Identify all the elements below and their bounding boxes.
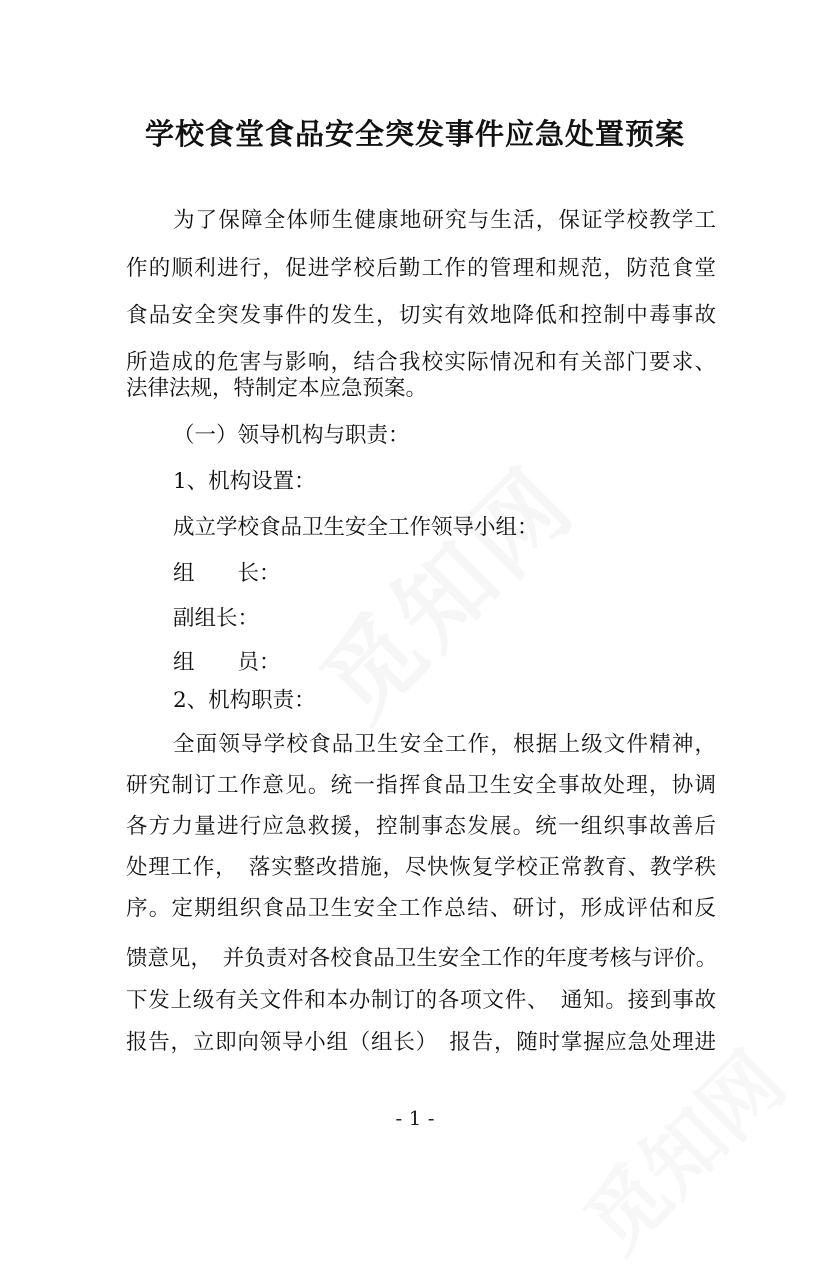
role-leader: 组 长： [173, 561, 281, 586]
duty-line: 研究制订工作意见。统一指挥食品卫生安全事故处理，协调 [126, 773, 716, 798]
duty-line: 全面领导学校食品卫生安全工作，根据上级文件精神， [173, 732, 716, 757]
role-deputy: 副组长： [173, 606, 260, 631]
duty-line: 报告，立即向领导小组（组长） 报告，随时掌握应急处理进 [126, 1030, 716, 1055]
role-member: 组 员： [173, 650, 281, 675]
document-title: 学校食堂食品安全突发事件应急处置预案 [144, 117, 685, 151]
section-heading: （一）领导机构与职责： [173, 423, 410, 448]
duty-line: 序。定期组织食品卫生安全工作总结、研讨，形成评估和反 [126, 896, 716, 921]
subsection-heading: 2、机构职责： [173, 688, 316, 713]
intro-line: 作的顺利进行，促进学校后勤工作的管理和规范，防范食堂 [126, 256, 716, 281]
duty-line: 馈意见， 并负责对各校食品卫生安全工作的年度考核与评价。 [126, 946, 718, 971]
duty-line: 各方力量进行应急救援，控制事态发展。统一组织事故善后 [126, 814, 716, 839]
intro-line: 法律法规，特制定本应急预案。 [126, 376, 428, 401]
subsection-heading: 1、机构设置： [173, 469, 316, 494]
duty-line: 下发上级有关文件和本办制订的各项文件、 通知。接到事故 [126, 988, 716, 1013]
intro-line: 为了保障全体师生健康地研究与生活，保证学校教学工 [173, 208, 716, 233]
watermark-secondary [554, 1022, 805, 1273]
duty-line: 处理工作， 落实整改措施，尽快恢复学校正常教育、教学秩 [126, 855, 716, 880]
establish-text: 成立学校食品卫生安全工作领导小组： [173, 515, 539, 540]
intro-line: 食品安全突发事件的发生，切实有效地降低和控制中毒事故 [126, 303, 716, 328]
intro-line: 所造成的危害与影响，结合我校实际情况和有关部门要求、 [126, 350, 716, 375]
page-number: - 1 - [395, 1106, 435, 1130]
